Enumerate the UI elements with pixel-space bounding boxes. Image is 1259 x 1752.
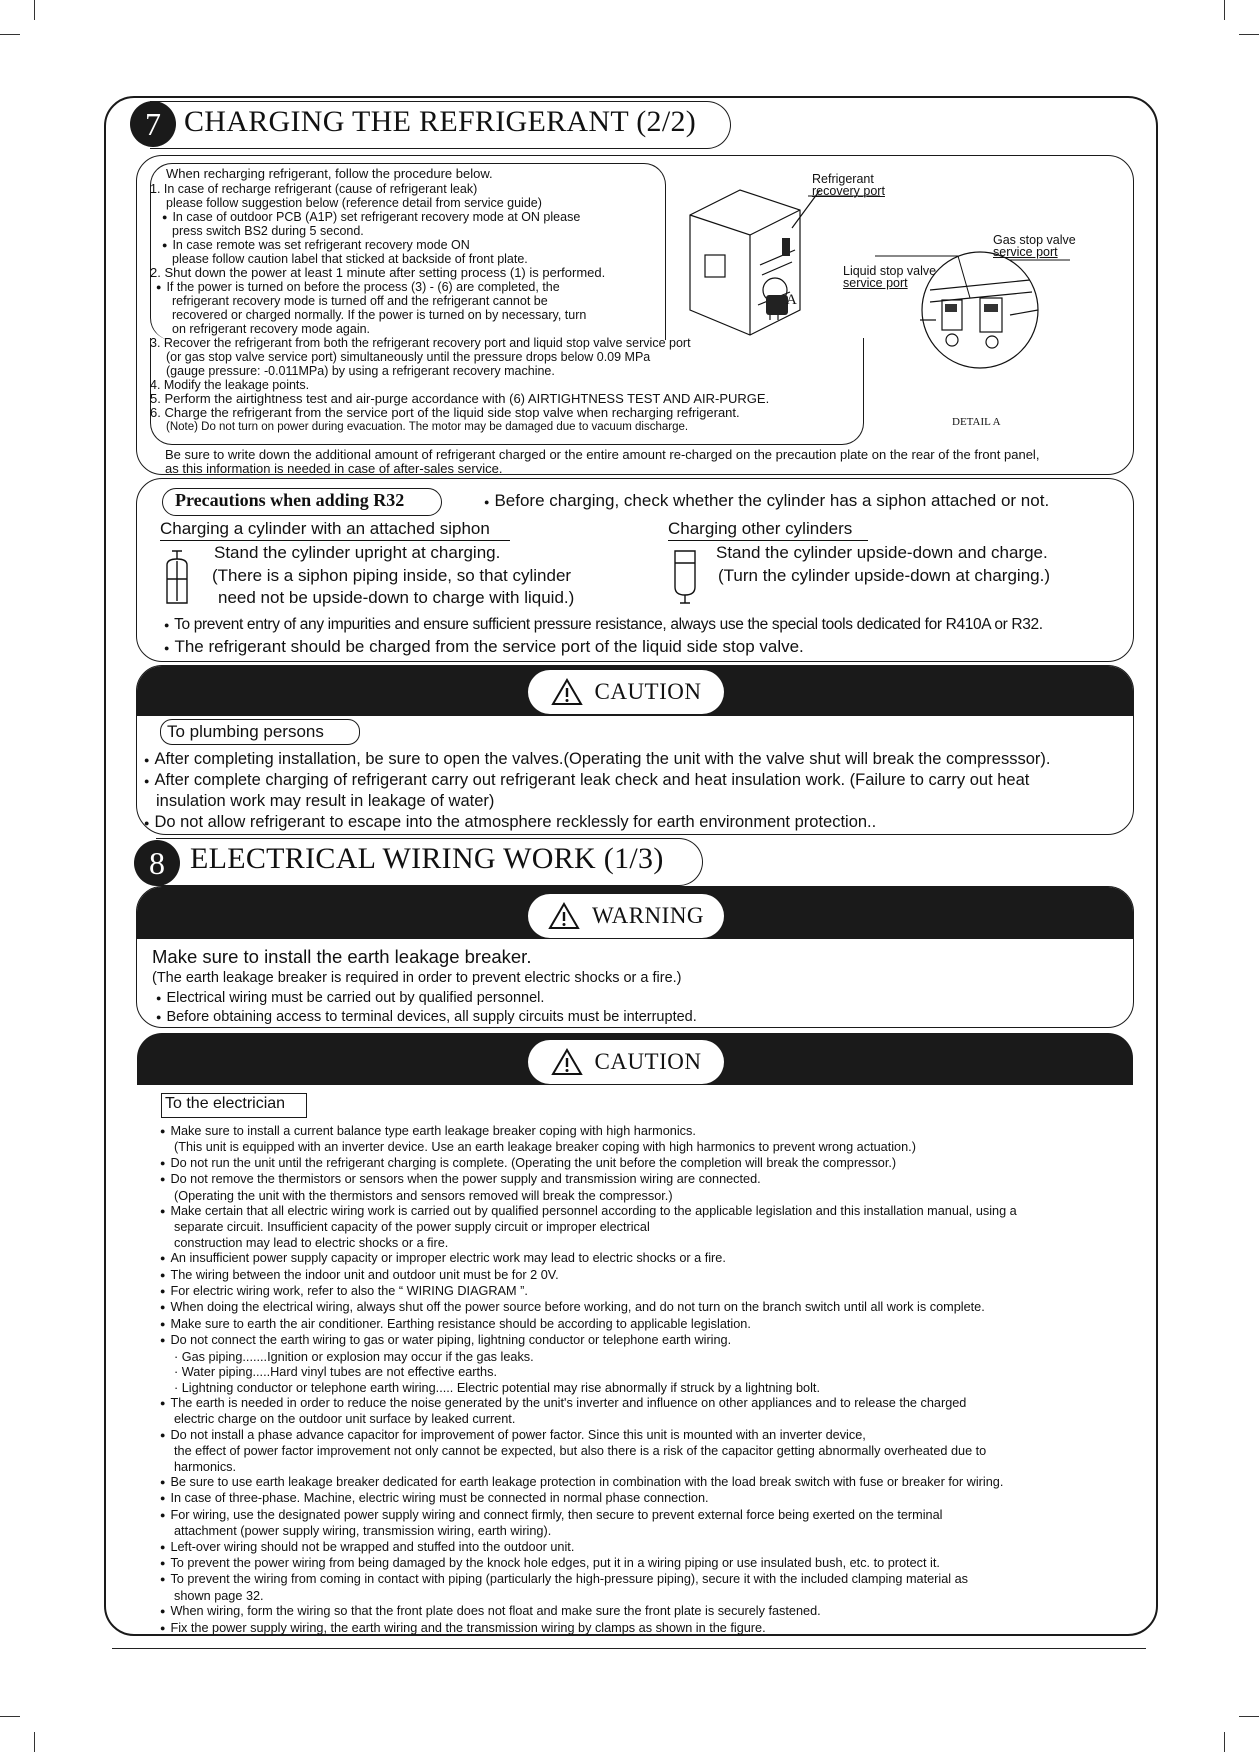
warning-heading: Make sure to install the earth leakage breaker. xyxy=(152,946,532,967)
crop-mark xyxy=(1239,34,1259,35)
procedure-line: (gauge pressure: -0.011MPa) by using a refrigerant recovery machine. xyxy=(166,364,555,378)
procedure-line: recovered or charged normally. If the power is turned on by necessary, turn xyxy=(172,308,587,322)
list-item: · Lightning conductor or telephone earth wiring..... Electric potential may rise abnormally if struck by a lightning bolt. xyxy=(174,1380,820,1395)
list-item: ● Do not remove the thermistors or sensors when the power supply and transmission wiring are connected. xyxy=(160,1172,1017,1188)
list-item: ● When doing the electrical wiring, always shut off the power source before working, and do not turn on the branch switch until all work is complete. xyxy=(160,1300,1017,1316)
list-item: ● Do not connect the earth wiring to gas or water piping, lightning conductor or telephone earth wiring. xyxy=(160,1333,1017,1349)
procedure-line: (Note) Do not turn on power during evacuation. The motor may be damaged due to vacuum discharge. xyxy=(166,421,689,433)
crop-mark xyxy=(34,1732,35,1752)
procedure-line: on refrigerant recovery mode again. xyxy=(172,322,371,336)
crop-mark xyxy=(0,1716,20,1717)
crop-mark xyxy=(34,0,35,20)
siphon-line: need not be upside-down to charge with liquid.) xyxy=(218,588,575,607)
section-8-badge: 8 xyxy=(134,840,180,886)
refrigerant-port-label: recovery port xyxy=(812,184,885,198)
cylinder-inverted-icon xyxy=(672,549,698,605)
list-item: construction may lead to electric shocks or a fire. xyxy=(174,1235,449,1250)
section-8-title: ELECTRICAL WIRING WORK (1/3) xyxy=(190,842,664,875)
caution-line: ● After complete charging of refrigerant carry out refrigerant leak check and heat insulation work. (Failure to carry out heat xyxy=(144,769,1029,793)
procedure-line: (or gas stop valve service port) simultaneously until the pressure drops below 0.09 MPa xyxy=(166,350,651,364)
list-item: ● Fix the power supply wiring, the earth wiring and the transmission wiring by clamps as shown in the figure. xyxy=(160,1621,1017,1637)
crop-mark xyxy=(1239,1716,1259,1717)
procedure-line: press switch BS2 during 5 second. xyxy=(172,224,364,238)
list-item: attachment (power supply wiring, transmission wiring, earth wiring). xyxy=(174,1524,552,1539)
other-line: Stand the cylinder upside-down and charge. xyxy=(716,543,1048,562)
cylinder-upright-icon xyxy=(164,549,190,605)
list-item: ● For electric wiring work, refer to also the “ WIRING DIAGRAM ”. xyxy=(160,1284,1017,1300)
list-item: ● The earth is needed in order to reduce the noise generated by the unit's inverter and influence on other appliances and to release the charged xyxy=(160,1396,1017,1412)
note-line: as this information is needed in case of after-sales service. xyxy=(165,461,503,476)
other-title-rule xyxy=(668,540,868,541)
siphon-title: Charging a cylinder with an attached siphon xyxy=(160,519,490,538)
precautions-bullet: ● To prevent entry of any impurities and ensure sufficient pressure resistance, always use the special tools dedicated for R410A or R32. xyxy=(164,616,1043,634)
list-item: ● The wiring between the indoor unit and outdoor unit must be for 2 0V. xyxy=(160,1268,1017,1284)
list-item: ● Make sure to install a current balance type earth leakage breaker coping with high harmonics. xyxy=(160,1124,1017,1140)
section-7-title: CHARGING THE REFRIGERANT (2/2) xyxy=(184,105,697,138)
gas-port-label: Gas stop valve xyxy=(993,233,1076,247)
procedure-line: please follow caution label that sticked at backside of front plate. xyxy=(172,252,528,266)
list-item: ● Make certain that all electric wiring work is carried out by qualified personnel according to the applicable legislation and this installation manual, using a xyxy=(160,1204,1017,1220)
caution-line: insulation work may result in leakage of water) xyxy=(156,792,495,810)
note-line: Be sure to write down the additional amount of refrigerant charged or the entire amount re-charged on the precaution plate on the rear of the front panel, xyxy=(165,447,1040,462)
warning-bullet: ● Before obtaining access to terminal devices, all supply circuits must be interrupted. xyxy=(156,1009,697,1025)
outdoor-unit-figure xyxy=(680,180,1100,430)
siphon-line: Stand the cylinder upright at charging. xyxy=(214,543,501,562)
list-item: ● When wiring, form the wiring so that the front plate does not float and make sure the front plate is securely fastened. xyxy=(160,1604,1017,1620)
precautions-check: ● Before charging, check whether the cylinder has a siphon attached or not. xyxy=(484,490,1049,514)
list-item: · Water piping.....Hard vinyl tubes are not effective earths. xyxy=(174,1365,497,1380)
caution-label: CAUTION xyxy=(594,679,702,704)
electrician-list xyxy=(160,1124,1017,1637)
list-item: the effect of power factor improvement not only cannot be expected, but also there is a risk of the capacitor getting abnormally overheated due to xyxy=(174,1444,987,1459)
list-item: (Operating the unit with the thermistors and sensors removed will break the compressor.) xyxy=(174,1188,673,1203)
crop-mark xyxy=(1224,1732,1225,1752)
procedure-line: ● In case of outdoor PCB (A1P) set refrigerant recovery mode at ON please xyxy=(162,210,580,225)
procedure-line: 3. Recover the refrigerant from both the refrigerant recovery port and liquid stop valve service port xyxy=(150,336,691,350)
gas-port-label: service port xyxy=(993,245,1058,259)
list-item: · Gas piping.......Ignition or explosion may occur if the gas leaks. xyxy=(174,1349,534,1364)
list-item: ● To prevent the power wiring from being damaged by the knock hole edges, put it in a wiring piping or use insulated bush, etc. to protect it. xyxy=(160,1556,1017,1572)
procedure-line: please follow suggestion below (reference detail from service guide) xyxy=(166,196,542,210)
procedure-line: 2. Shut down the power at least 1 minute after setting process (1) is performed. xyxy=(150,265,606,280)
detail-label: DETAIL A xyxy=(952,416,1001,428)
list-item: shown page 32. xyxy=(174,1588,264,1603)
siphon-title-rule xyxy=(160,540,510,541)
warning-triangle-icon xyxy=(551,1048,583,1076)
procedure-line: ● If the power is turned on before the process (3) - (6) are completed, the xyxy=(156,280,560,295)
crop-mark xyxy=(1224,0,1225,20)
procedure-line: 4. Modify the leakage points. xyxy=(150,378,310,392)
electrician-tag-label: To the electrician xyxy=(165,1095,286,1112)
procedure-line: When recharging refrigerant, follow the procedure below. xyxy=(166,166,493,181)
liquid-port-label: service port xyxy=(843,276,908,290)
precautions-tag-label: Precautions when adding R32 xyxy=(175,490,405,510)
list-item: ● To prevent the wiring from coming in contact with piping (particularly the high-pressure piping), secure it with the included clamping material as xyxy=(160,1572,1017,1588)
caution-badge xyxy=(528,670,724,714)
list-item: ● Left-over wiring should not be wrapped and stuffed into the outdoor unit. xyxy=(160,1540,1017,1556)
plumbing-tag-label: To plumbing persons xyxy=(167,722,324,741)
procedure-line: refrigerant recovery mode is turned off and the refrigerant cannot be xyxy=(172,294,548,308)
caution-line: ● Do not allow refrigerant to escape into the atmosphere recklessly for earth environment protection.. xyxy=(144,811,876,835)
warning-triangle-icon xyxy=(551,678,583,706)
list-item: ● In case of three-phase. Machine, electric wiring must be connected in normal phase connection. xyxy=(160,1491,1017,1507)
precautions-bullet: ● The refrigerant should be charged from the service port of the liquid side stop valve. xyxy=(164,636,804,660)
caution-line: ● After completing installation, be sure to open the valves.(Operating the unit with the valve shut will break the compresssor). xyxy=(144,748,1050,772)
warning-sub: (The earth leakage breaker is required in order to prevent electric shocks or a fire.) xyxy=(152,970,682,986)
list-item: ● An insufficient power supply capacity or improper electric work may lead to electric shocks or a fire. xyxy=(160,1251,1017,1267)
warning-label: WARNING xyxy=(591,903,705,928)
list-item: ● Do not install a phase advance capacitor for improvement of power factor. Since this unit is mounted with an inverter device, xyxy=(160,1428,1017,1444)
refrigerant-port-label: Refrigerant xyxy=(812,172,874,186)
procedure-line: 1. In case of recharge refrigerant (cause of refrigerant leak) xyxy=(150,182,478,196)
liquid-port-label: Liquid stop valve xyxy=(843,264,937,278)
list-item: electric charge on the outdoor unit surface by leaked current. xyxy=(174,1412,516,1427)
other-title: Charging other cylinders xyxy=(668,519,853,538)
list-item: (This unit is equipped with an inverter device. Use an earth leakage breaker coping with high harmonics to prevent wrong actuation.) xyxy=(174,1140,916,1155)
svg-text:A: A xyxy=(786,292,797,308)
procedure-line: ● In case remote was set refrigerant recovery mode ON xyxy=(162,238,470,253)
siphon-line: (There is a siphon piping inside, so that cylinder xyxy=(212,566,572,585)
list-item: ● Make sure to earth the air conditioner. Earthing resistance should be according to applicable legislation. xyxy=(160,1317,1017,1333)
warning-triangle-icon xyxy=(548,902,580,930)
list-item: ● Do not run the unit until the refrigerant charging is complete. (Operating the unit before the completion will break the compressor.) xyxy=(160,1156,1017,1172)
section-7-badge: 7 xyxy=(130,101,176,147)
warning-bullet: ● Electrical wiring must be carried out by qualified personnel. xyxy=(156,990,544,1006)
warning-badge xyxy=(528,894,724,938)
crop-mark xyxy=(0,34,20,35)
caution-label: CAUTION xyxy=(594,1049,702,1074)
other-line: (Turn the cylinder upside-down at charging.) xyxy=(718,566,1050,585)
procedure-line: 5. Perform the airtightness test and air-purge accordance with (6) AIRTIGHTNESS TEST AND AIR-PURGE. xyxy=(150,391,770,406)
procedure-line: 6. Charge the refrigerant from the service port of the liquid side stop valve when recharging refrigerant. xyxy=(150,405,740,420)
list-item: separate circuit. Insufficient capacity of the power supply circuit or improper electrical xyxy=(174,1220,650,1235)
list-item: harmonics. xyxy=(174,1459,237,1474)
caution-badge xyxy=(528,1040,724,1084)
list-item: ● Be sure to use earth leakage breaker dedicated for earth leakage protection in combination with the load break switch with fuse or breaker for wiring. xyxy=(160,1475,1017,1491)
list-item: ● For wiring, use the designated power supply wiring and connect firmly, then secure to prevent external force being exerted on the terminal xyxy=(160,1508,1017,1524)
footer-rule xyxy=(112,1648,1146,1649)
